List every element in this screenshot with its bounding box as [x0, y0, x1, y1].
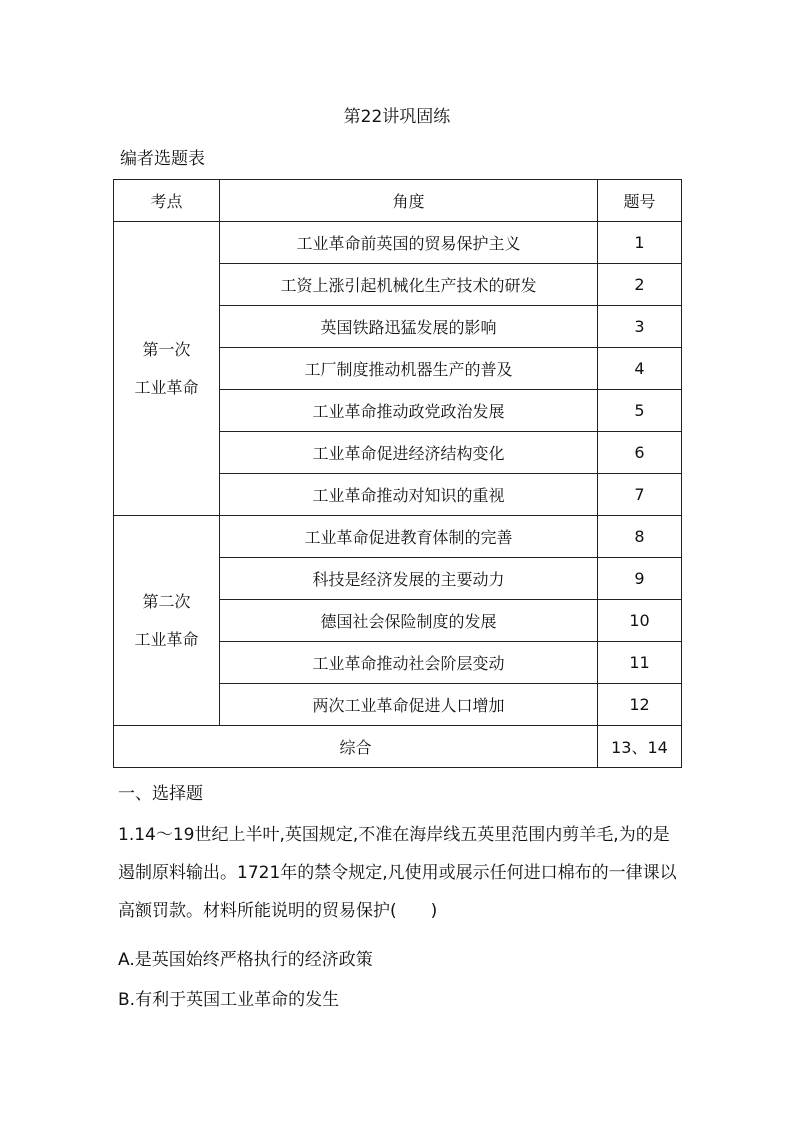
number-cell: 12 [598, 684, 682, 726]
table-header-row [114, 180, 682, 222]
topic-line: 第一次 [142, 339, 191, 359]
angle-cell: 工业革命前英国的贸易保护主义 [220, 222, 598, 264]
angle-cell: 德国社会保险制度的发展 [220, 600, 598, 642]
number-cell: 11 [598, 642, 682, 684]
section-heading: 一、选择题 [118, 784, 203, 804]
angle-cell: 工厂制度推动机器生产的普及 [220, 348, 598, 390]
summary-number: 13、14 [598, 726, 682, 768]
table-caption: 编者选题表 [120, 149, 205, 169]
number-cell: 7 [598, 474, 682, 516]
angle-cell: 英国铁路迅猛发展的影响 [220, 306, 598, 348]
table-row [114, 516, 682, 558]
header-topic: 考点 [114, 180, 220, 222]
header-angle: 角度 [220, 180, 598, 222]
summary-row [114, 726, 682, 768]
angle-cell: 工资上涨引起机械化生产技术的研发 [220, 264, 598, 306]
number-cell: 10 [598, 600, 682, 642]
number-cell: 6 [598, 432, 682, 474]
page-title: 第22讲巩固练 [343, 107, 451, 127]
question-1-option-b: B.有利于英国工业革命的发生 [118, 990, 340, 1010]
number-cell: 2 [598, 264, 682, 306]
angle-cell: 工业革命推动社会阶层变动 [220, 642, 598, 684]
topic-line: 工业革命 [134, 377, 199, 397]
summary-label: 综合 [114, 726, 598, 768]
number-cell: 3 [598, 306, 682, 348]
topic-selection-table [113, 179, 682, 768]
number-cell: 1 [598, 222, 682, 264]
topic-line: 工业革命 [134, 629, 199, 649]
angle-cell: 科技是经济发展的主要动力 [220, 558, 598, 600]
number-cell: 4 [598, 348, 682, 390]
question-1-stem: 1.14～19世纪上半叶,英国规定,不准在海岸线五英里范围内剪羊毛,为的是遏制原料输出。1721年的禁令规定,凡使用或展示任何进口棉布的一律课以高额罚款。材料所能说明的贸易保护( ) [118, 825, 677, 921]
question-1-option-a: A.是英国始终严格执行的经济政策 [118, 950, 373, 970]
number-cell: 8 [598, 516, 682, 558]
angle-cell: 工业革命促进教育体制的完善 [220, 516, 598, 558]
topic-cell-first-revolution [114, 222, 220, 516]
topic-line: 第二次 [142, 591, 191, 611]
angle-cell: 工业革命推动对知识的重视 [220, 474, 598, 516]
angle-cell: 两次工业革命促进人口增加 [220, 684, 598, 726]
header-question-number: 题号 [598, 180, 682, 222]
angle-cell: 工业革命推动政党政治发展 [220, 390, 598, 432]
table-row [114, 222, 682, 264]
topic-cell-second-revolution [114, 516, 220, 726]
angle-cell: 工业革命促进经济结构变化 [220, 432, 598, 474]
number-cell: 5 [598, 390, 682, 432]
number-cell: 9 [598, 558, 682, 600]
